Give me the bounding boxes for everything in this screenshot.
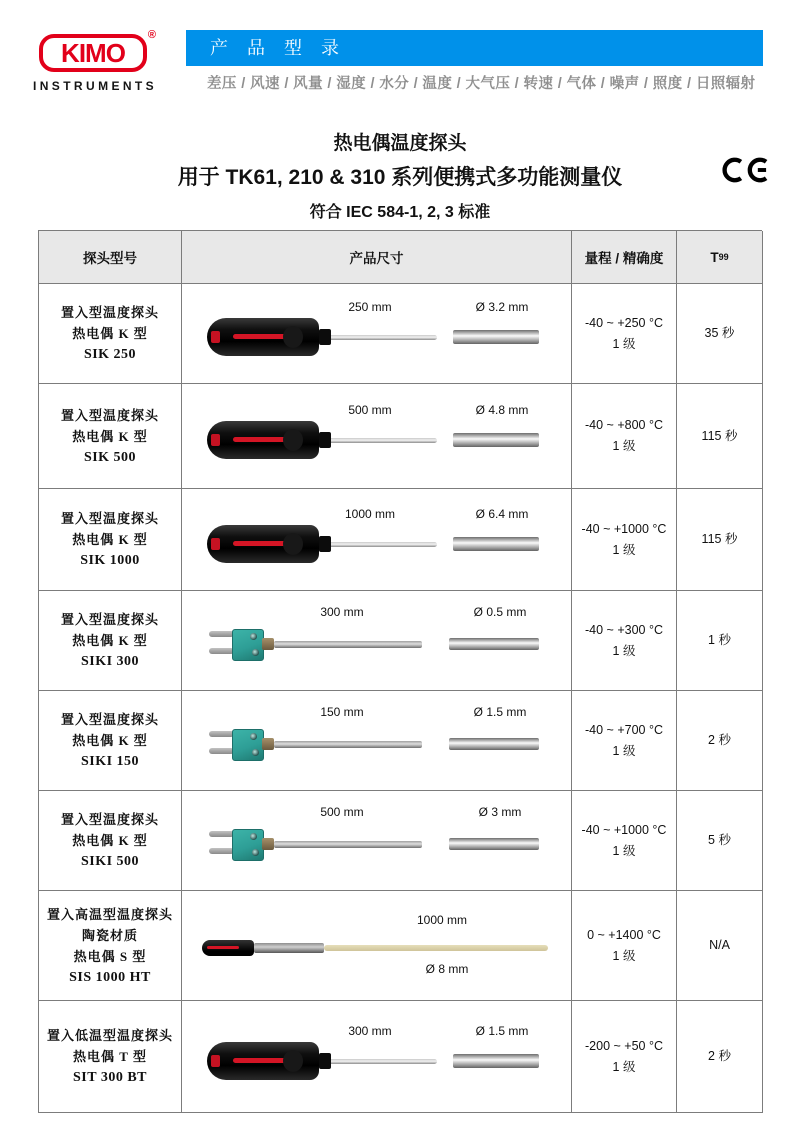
kimo-logo-text: KIMO bbox=[61, 38, 125, 68]
probe-model-line: 置入型温度探头 bbox=[60, 612, 159, 627]
range-value: 0 ~ +1400 °C bbox=[587, 927, 661, 942]
t99-value: 115 秒 bbox=[701, 532, 738, 546]
table-row bbox=[39, 691, 763, 791]
probe-tip-closeup bbox=[453, 537, 539, 551]
header-t99-main: T bbox=[710, 249, 719, 265]
probe-handle bbox=[207, 1042, 319, 1080]
probe-diameter-label: Ø 0.5 mm bbox=[473, 605, 527, 620]
t99-value: 5 秒 bbox=[708, 833, 731, 847]
probe-model-cell bbox=[39, 489, 182, 591]
probe-length-label: 1000 mm bbox=[344, 506, 396, 521]
header-range-accuracy: 量程 / 精确度 bbox=[572, 231, 677, 284]
brand-chip bbox=[211, 434, 220, 446]
brand-chip bbox=[211, 331, 220, 343]
probe-model-line: 置入型温度探头 bbox=[60, 712, 159, 727]
page-title: 热电偶温度探头 bbox=[333, 133, 467, 154]
probe-length-label: 250 mm bbox=[348, 300, 392, 315]
probe-shaft bbox=[331, 542, 437, 547]
accuracy-value: 1 级 bbox=[612, 336, 636, 351]
probe-model-code: SIS 1000 HT bbox=[69, 969, 151, 985]
t99-value: 2 秒 bbox=[708, 1049, 731, 1063]
connector-screw bbox=[250, 733, 257, 740]
probe-model-cell bbox=[39, 891, 182, 1001]
probe-shaft bbox=[274, 841, 422, 848]
probe-neck bbox=[319, 536, 331, 552]
probe-model-code: SIKI 150 bbox=[80, 754, 140, 769]
t99-value: 1 秒 bbox=[708, 633, 731, 647]
probe-model-cell bbox=[39, 791, 182, 891]
probe-tip-closeup bbox=[453, 330, 539, 344]
handle-button bbox=[283, 1050, 303, 1072]
range-cell bbox=[572, 1001, 677, 1113]
range-cell bbox=[572, 891, 677, 1001]
standard-compliance-note: 符合 IEC 584-1, 2, 3 标准 bbox=[309, 204, 491, 221]
connector-screw bbox=[250, 833, 257, 840]
range-cell bbox=[572, 489, 677, 591]
connector-pin bbox=[209, 731, 234, 737]
probe-image-cell bbox=[182, 384, 572, 489]
kimo-logo-box bbox=[39, 29, 156, 72]
brand-chip bbox=[211, 1055, 220, 1067]
probe-model-line: 热电偶 S 型 bbox=[73, 948, 147, 964]
handle-button bbox=[283, 326, 303, 348]
probe-image bbox=[182, 384, 571, 488]
connector-screw bbox=[252, 649, 259, 656]
header-probe-model: 探头型号 bbox=[39, 231, 182, 284]
measurement-category-list: 差压 / 风速 / 风量 / 湿度 / 水分 / 温度 / 大气压 / 转速 / 气体 / 噪声 / 照度 / 日照辐射 bbox=[207, 76, 756, 92]
probe-image bbox=[182, 691, 571, 790]
connector-pin bbox=[209, 848, 234, 854]
probe-collar bbox=[262, 838, 274, 850]
table-row bbox=[39, 284, 763, 384]
table-row bbox=[39, 791, 763, 891]
accuracy-value: 1 级 bbox=[612, 439, 636, 453]
probe-length-label: 1000 mm bbox=[416, 912, 468, 927]
range-value: -40 ~ +1000 °C bbox=[581, 521, 667, 536]
table-row bbox=[39, 489, 763, 591]
probe-neck bbox=[319, 329, 331, 345]
t99-cell bbox=[677, 791, 763, 891]
t99-cell bbox=[677, 489, 763, 591]
probe-length-label: 500 mm bbox=[348, 403, 392, 418]
table-header-row bbox=[39, 231, 763, 284]
probe-tip-closeup bbox=[449, 738, 539, 750]
probe-model-code: SIK 500 bbox=[83, 449, 137, 465]
probe-diameter-label: Ø 1.5 mm bbox=[475, 1023, 529, 1038]
probe-model-code: SIK 250 bbox=[83, 347, 137, 362]
accuracy-value: 1 级 bbox=[612, 643, 636, 658]
probe-model-line: 陶瓷材质 bbox=[81, 927, 138, 943]
range-value: -40 ~ +1000 °C bbox=[581, 822, 667, 837]
probe-length-label: 300 mm bbox=[348, 1023, 392, 1038]
probe-image bbox=[182, 891, 571, 1000]
accuracy-value: 1 级 bbox=[612, 948, 636, 963]
probe-image-cell bbox=[182, 1001, 572, 1113]
probe-handle bbox=[207, 421, 319, 459]
probe-model-cell bbox=[39, 691, 182, 791]
handle-button bbox=[283, 429, 303, 451]
probe-neck bbox=[319, 432, 331, 448]
kimo-logo bbox=[33, 29, 183, 93]
thermocouple-connector bbox=[232, 629, 264, 661]
t99-value: 35 秒 bbox=[704, 326, 735, 340]
connector-pin bbox=[209, 631, 234, 637]
probe-model-code: SIK 1000 bbox=[80, 553, 140, 568]
catalog-banner bbox=[186, 30, 763, 66]
probe-model-line: 置入型温度探头 bbox=[60, 305, 159, 320]
probe-model-cell bbox=[39, 591, 182, 691]
probe-image-cell bbox=[182, 691, 572, 791]
probe-handle bbox=[207, 525, 319, 563]
probe-diameter-label: Ø 8 mm bbox=[425, 961, 469, 976]
probe-metal-section bbox=[254, 943, 324, 953]
accuracy-value: 1 级 bbox=[612, 743, 636, 758]
header-t99 bbox=[677, 231, 763, 284]
probe-image-cell bbox=[182, 591, 572, 691]
probe-model-line: 置入型温度探头 bbox=[60, 407, 159, 423]
t99-value: 2 秒 bbox=[708, 733, 731, 747]
probe-tip-closeup bbox=[449, 638, 539, 650]
probe-model-line: 热电偶 K 型 bbox=[72, 733, 148, 748]
handle-button bbox=[283, 533, 303, 555]
connector-pin bbox=[209, 748, 234, 754]
probe-image-cell bbox=[182, 284, 572, 384]
probe-shaft bbox=[274, 741, 422, 748]
probe-model-line: 置入型温度探头 bbox=[60, 812, 159, 827]
probe-handle bbox=[207, 318, 319, 356]
probe-tip-closeup bbox=[449, 838, 539, 850]
connector-screw bbox=[250, 633, 257, 640]
probe-model-code: SIT 300 BT bbox=[73, 1070, 147, 1085]
probe-length-label: 500 mm bbox=[320, 805, 364, 820]
table-body bbox=[39, 284, 762, 1113]
probe-image bbox=[182, 591, 571, 690]
probe-diameter-label: Ø 4.8 mm bbox=[475, 403, 529, 418]
table-row bbox=[39, 1001, 763, 1113]
probe-image bbox=[182, 284, 571, 383]
t99-value: N/A bbox=[709, 938, 730, 952]
probe-shaft bbox=[331, 335, 437, 340]
probe-diameter-label: Ø 3 mm bbox=[478, 805, 522, 820]
probe-model-line: 热电偶 K 型 bbox=[72, 833, 148, 848]
product-table bbox=[38, 230, 762, 1113]
brand-chip bbox=[211, 538, 220, 550]
probe-model-line: 热电偶 K 型 bbox=[72, 428, 148, 444]
probe-diameter-label: Ø 1.5 mm bbox=[473, 705, 527, 720]
thermocouple-connector bbox=[232, 729, 264, 761]
probe-tip-closeup bbox=[453, 433, 539, 447]
probe-image-cell bbox=[182, 791, 572, 891]
probe-shaft bbox=[274, 641, 422, 648]
probe-model-line: 置入高温型温度探头 bbox=[46, 906, 173, 922]
probe-diameter-label: Ø 6.4 mm bbox=[475, 506, 529, 521]
probe-tip-closeup bbox=[453, 1054, 539, 1068]
header-product-dimensions: 产品尺寸 bbox=[182, 231, 572, 284]
t99-cell bbox=[677, 691, 763, 791]
t99-cell bbox=[677, 591, 763, 691]
probe-model-line: 置入低温型温度探头 bbox=[46, 1028, 173, 1043]
probe-image bbox=[182, 1001, 571, 1112]
probe-model-cell bbox=[39, 284, 182, 384]
range-value: -40 ~ +250 °C bbox=[585, 315, 663, 330]
probe-model-line: 热电偶 K 型 bbox=[72, 633, 148, 648]
catalog-banner-label: 产 品 型 录 bbox=[210, 38, 347, 58]
connector-screw bbox=[252, 849, 259, 856]
probe-image bbox=[182, 489, 571, 590]
probe-collar bbox=[262, 738, 274, 750]
probe-neck bbox=[319, 1053, 331, 1069]
range-cell bbox=[572, 791, 677, 891]
probe-shaft bbox=[331, 438, 437, 443]
probe-shaft bbox=[331, 1059, 437, 1064]
range-value: -40 ~ +800 °C bbox=[585, 418, 663, 432]
kimo-logo-subtitle: INSTRUMENTS bbox=[33, 79, 158, 93]
t99-cell bbox=[677, 384, 763, 489]
probe-collar bbox=[262, 638, 274, 650]
range-value: -40 ~ +700 °C bbox=[585, 722, 663, 737]
ceramic-shaft bbox=[324, 945, 548, 951]
title-block bbox=[0, 128, 800, 222]
t99-value: 115 秒 bbox=[701, 428, 738, 443]
probe-length-label: 300 mm bbox=[320, 605, 364, 620]
probe-model-line: 置入型温度探头 bbox=[60, 511, 159, 526]
probe-diameter-label: Ø 3.2 mm bbox=[475, 300, 529, 315]
connector-pin bbox=[209, 648, 234, 654]
t99-cell bbox=[677, 284, 763, 384]
accuracy-value: 1 级 bbox=[612, 1059, 636, 1074]
probe-model-line: 热电偶 K 型 bbox=[72, 532, 148, 547]
probe-model-code: SIKI 500 bbox=[80, 854, 140, 869]
probe-handle bbox=[202, 940, 254, 956]
header-t99-sub: 99 bbox=[718, 252, 729, 262]
table-row bbox=[39, 591, 763, 691]
page-subtitle: 用于 TK61, 210 & 310 系列便携式多功能测量仪 bbox=[177, 166, 623, 189]
connector-pin bbox=[209, 831, 234, 837]
accuracy-value: 1 级 bbox=[612, 843, 636, 858]
range-cell bbox=[572, 384, 677, 489]
probe-model-line: 热电偶 K 型 bbox=[72, 326, 148, 341]
range-value: -40 ~ +300 °C bbox=[585, 622, 663, 637]
range-cell bbox=[572, 691, 677, 791]
range-cell bbox=[572, 591, 677, 691]
ce-mark-icon bbox=[720, 150, 772, 190]
t99-cell bbox=[677, 891, 763, 1001]
red-stripe bbox=[207, 946, 239, 949]
registered-trademark-icon: ® bbox=[147, 29, 156, 41]
probe-image-cell bbox=[182, 489, 572, 591]
probe-model-cell bbox=[39, 384, 182, 489]
t99-cell bbox=[677, 1001, 763, 1113]
probe-model-cell bbox=[39, 1001, 182, 1113]
range-cell bbox=[572, 284, 677, 384]
probe-image bbox=[182, 791, 571, 890]
thermocouple-connector bbox=[232, 829, 264, 861]
connector-screw bbox=[252, 749, 259, 756]
range-value: -200 ~ +50 °C bbox=[585, 1038, 663, 1053]
probe-model-line: 热电偶 T 型 bbox=[73, 1049, 147, 1064]
table-row bbox=[39, 891, 763, 1001]
table-row bbox=[39, 384, 763, 489]
accuracy-value: 1 级 bbox=[612, 542, 636, 557]
probe-model-code: SIKI 300 bbox=[80, 654, 140, 669]
probe-image-cell bbox=[182, 891, 572, 1001]
probe-length-label: 150 mm bbox=[320, 705, 364, 720]
